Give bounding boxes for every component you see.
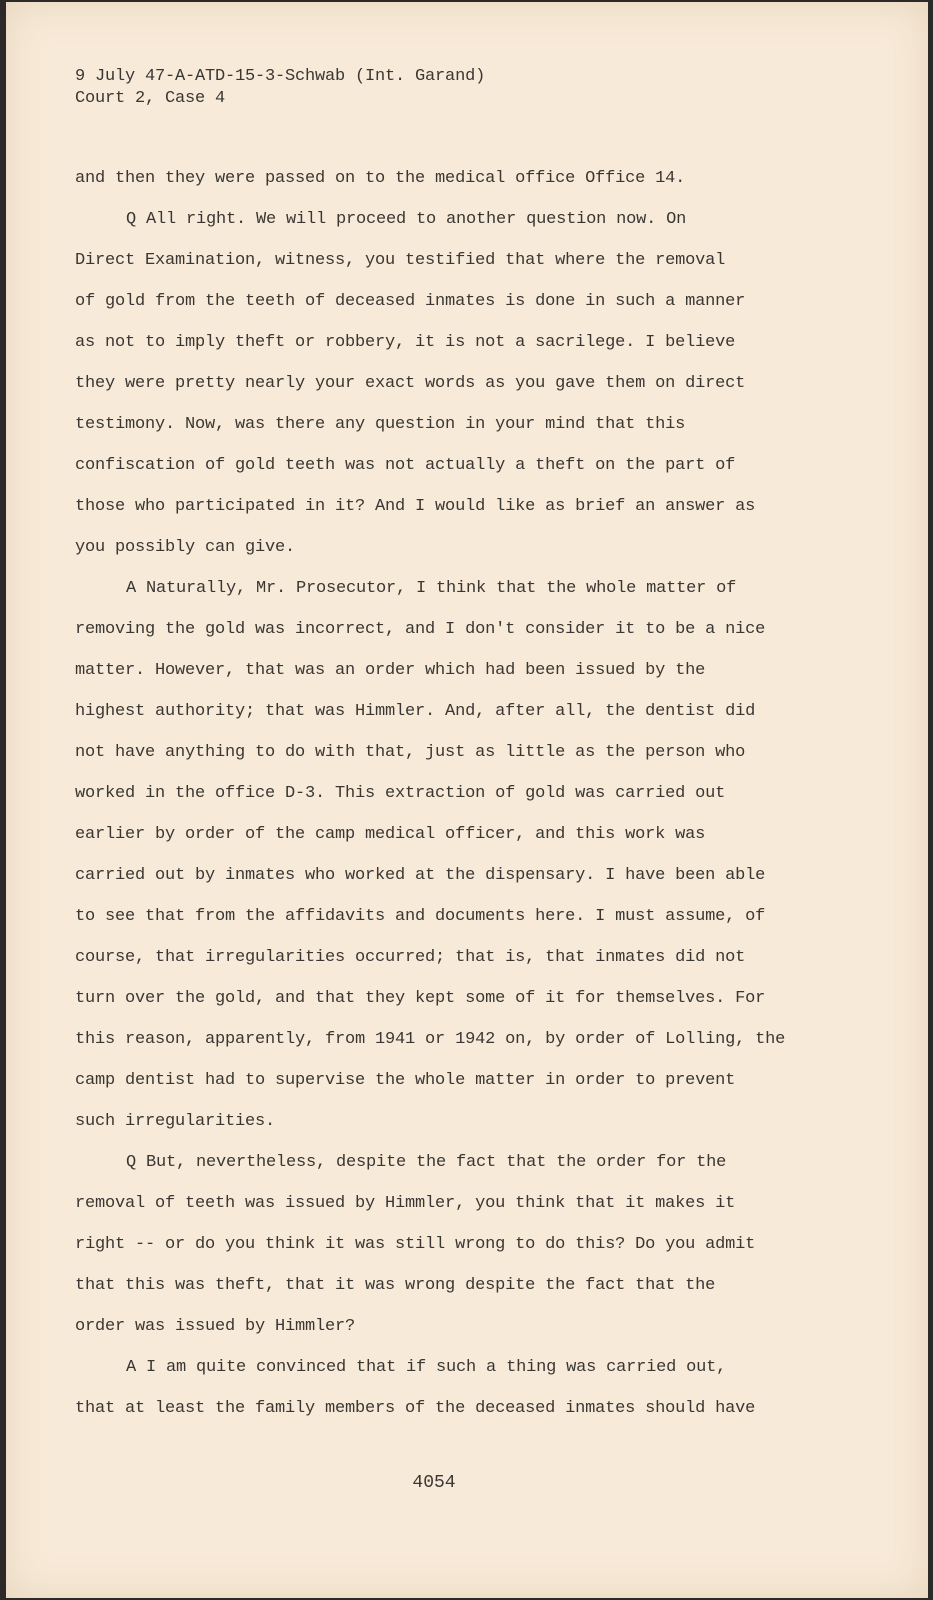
text-line: order was issued by Himmler? bbox=[75, 1317, 356, 1336]
text-line: Q But, nevertheless, despite the fact that the order for the bbox=[126, 1153, 727, 1172]
text-line: A Naturally, Mr. Prosecutor, I think that the whole matter of bbox=[126, 579, 737, 598]
text-line: worked in the office D-3. This extraction of gold was carried out bbox=[75, 784, 726, 803]
document-page bbox=[6, 2, 928, 1598]
text-line: to see that from the affidavits and documents here. I must assume, of bbox=[75, 907, 766, 926]
text-line: turn over the gold, and that they kept some of it for themselves. For bbox=[75, 989, 766, 1008]
text-line: those who participated in it? And I would like as brief an answer as bbox=[75, 497, 756, 516]
header-court-case: Court 2, Case 4 bbox=[75, 89, 226, 108]
header-reference: 9 July 47-A-ATD-15-3-Schwab (Int. Garand) bbox=[75, 67, 486, 86]
text-line: A I am quite convinced that if such a thing was carried out, bbox=[126, 1358, 727, 1377]
text-line: camp dentist had to supervise the whole matter in order to prevent bbox=[75, 1071, 736, 1090]
text-line: earlier by order of the camp medical officer, and this work was bbox=[75, 825, 706, 844]
text-line: that this was theft, that it was wrong despite the fact that the bbox=[75, 1276, 716, 1295]
text-line: removal of teeth was issued by Himmler, you think that it makes it bbox=[75, 1194, 736, 1213]
text-line: confiscation of gold teeth was not actually a theft on the part of bbox=[75, 456, 736, 475]
page-number: 4054 bbox=[412, 1473, 456, 1493]
text-line: as not to imply theft or robbery, it is not a sacrilege. I believe bbox=[75, 333, 736, 352]
text-line: Direct Examination, witness, you testified that where the removal bbox=[75, 251, 726, 270]
text-line: they were pretty nearly your exact words as you gave them on direct bbox=[75, 374, 746, 393]
text-line: course, that irregularities occurred; that is, that inmates did not bbox=[75, 948, 746, 967]
text-line: carried out by inmates who worked at the dispensary. I have been able bbox=[75, 866, 766, 885]
text-line: testimony. Now, was there any question in your mind that this bbox=[75, 415, 686, 434]
text-line: and then they were passed on to the medical office Office 14. bbox=[75, 169, 686, 188]
text-line: that at least the family members of the deceased inmates should have bbox=[75, 1399, 756, 1418]
document-header bbox=[75, 66, 485, 110]
text-line: you possibly can give. bbox=[75, 538, 296, 557]
text-line: of gold from the teeth of deceased inmates is done in such a manner bbox=[75, 292, 746, 311]
text-line: not have anything to do with that, just as little as the person who bbox=[75, 743, 746, 762]
text-line: removing the gold was incorrect, and I don't consider it to be a nice bbox=[75, 620, 766, 639]
text-line: highest authority; that was Himmler. And, after all, the dentist did bbox=[75, 702, 756, 721]
text-line: matter. However, that was an order which had been issued by the bbox=[75, 661, 706, 680]
text-line: such irregularities. bbox=[75, 1112, 276, 1131]
text-line: right -- or do you think it was still wrong to do this? Do you admit bbox=[75, 1235, 756, 1254]
text-line: this reason, apparently, from 1941 or 1942 on, by order of Lolling, the bbox=[75, 1030, 786, 1049]
text-line: Q All right. We will proceed to another question now. On bbox=[126, 210, 687, 229]
